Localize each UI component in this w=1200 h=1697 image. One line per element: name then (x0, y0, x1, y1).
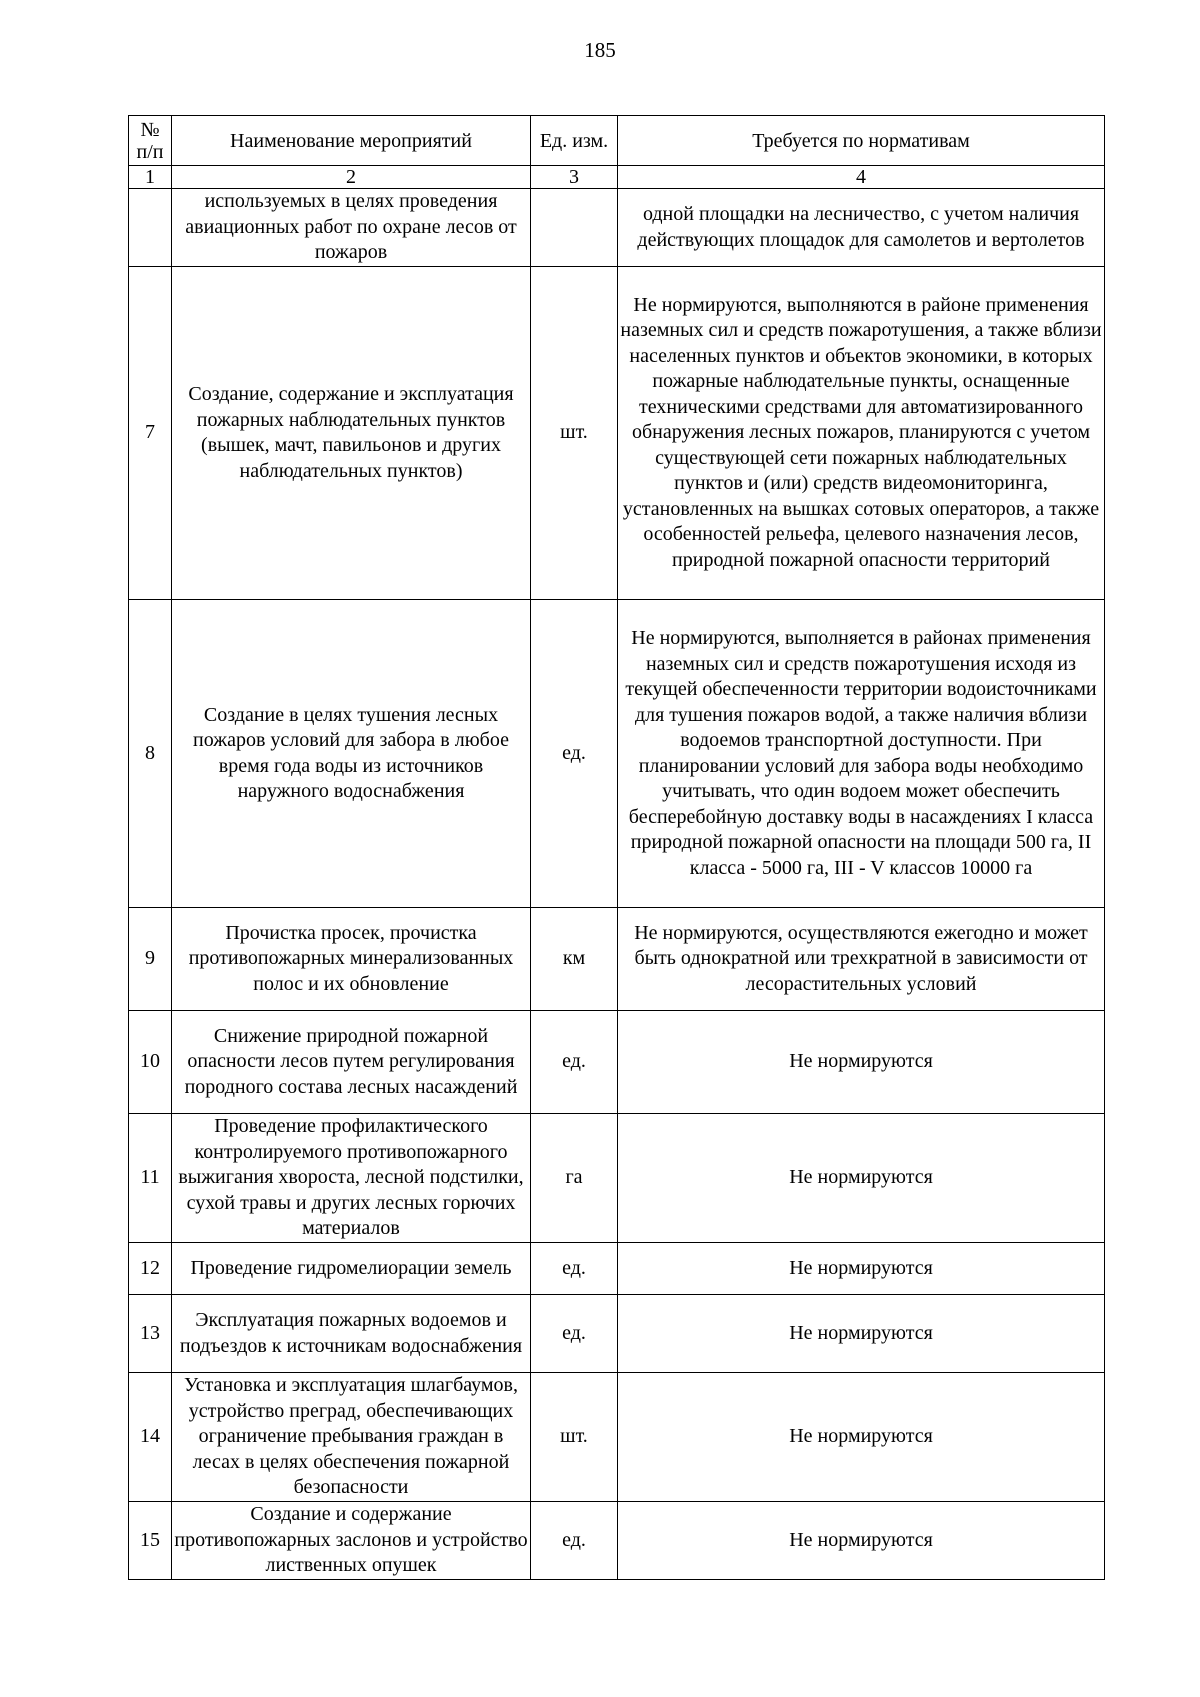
table-row (129, 1243, 1105, 1295)
row-num: 15 (129, 1502, 172, 1580)
header-name: Наименование мероприятий (172, 116, 531, 166)
row-name: используемых в целях проведения авиационных работ по охране лесов от пожаров (172, 189, 531, 267)
row-norm: Не нормируются, осуществляются ежегодно и может быть однократной или трехкратной в зависимости от лесорастительных условий (618, 908, 1105, 1011)
row-unit: ед. (531, 1295, 618, 1373)
row-norm: Не нормируются (618, 1243, 1105, 1295)
row-unit: га (531, 1114, 618, 1243)
table-row (129, 600, 1105, 908)
column-number: 3 (531, 166, 618, 189)
row-num: 14 (129, 1373, 172, 1502)
row-unit: ед. (531, 1502, 618, 1580)
row-unit: шт. (531, 1373, 618, 1502)
row-name: Снижение природной пожарной опасности лесов путем регулирования породного состава лесных насаждений (172, 1011, 531, 1114)
table-row (129, 1114, 1105, 1243)
page-number: 185 (584, 38, 616, 62)
row-num: 12 (129, 1243, 172, 1295)
row-norm: Не нормируются (618, 1502, 1105, 1580)
row-num: 9 (129, 908, 172, 1011)
row-num: 10 (129, 1011, 172, 1114)
header-unit: Ед. изм. (531, 116, 618, 166)
row-name: Установка и эксплуатация шлагбаумов, устройство преград, обеспечивающих ограничение пребывания граждан в лесах в целях обеспечения пожарной безопасности (172, 1373, 531, 1502)
row-num: 11 (129, 1114, 172, 1243)
row-norm: Не нормируются (618, 1114, 1105, 1243)
table-row (129, 189, 1105, 267)
row-name: Создание, содержание и эксплуатация пожарных наблюдательных пунктов (вышек, мачт, павильонов и других наблюдательных пунктов) (172, 267, 531, 600)
row-unit: ед. (531, 600, 618, 908)
row-norm: Не нормируются (618, 1011, 1105, 1114)
row-unit: ед. (531, 1243, 618, 1295)
table-row (129, 1011, 1105, 1114)
row-name: Проведение профилактического контролируемого противопожарного выжигания хвороста, лесной подстилки, сухой травы и других лесных горючих материалов (172, 1114, 531, 1243)
table-row (129, 1373, 1105, 1502)
row-num: 13 (129, 1295, 172, 1373)
row-norm: Не нормируются, выполняется в районах применения наземных сил и средств пожаротушения исходя из текущей обеспеченности территории водоисточниками для тушения пожаров водой, а также наличия вблизи водоемов транспортной доступности. При планировании условий для забора воды необходимо учитывать, что один водоем может обеспечить бесперебойную доставку воды в насаждениях I класса природной пожарной опасности на площади 500 га, II класса - 5000 га, III - V классов 10000 га (618, 600, 1105, 908)
row-num (129, 189, 172, 267)
row-norm: Не нормируются (618, 1373, 1105, 1502)
table-row (129, 908, 1105, 1011)
header-num: № п/п (129, 116, 172, 166)
row-name: Эксплуатация пожарных водоемов и подъездов к источникам водоснабжения (172, 1295, 531, 1373)
column-number-row (129, 166, 1105, 189)
header-norm: Требуется по нормативам (618, 116, 1105, 166)
column-number: 2 (172, 166, 531, 189)
table-row (129, 1502, 1105, 1580)
row-norm: одной площадки на лесничество, с учетом наличия действующих площадок для самолетов и вертолетов (618, 189, 1105, 267)
norms-table (128, 115, 1105, 1580)
row-name: Проведение гидромелиорации земель (172, 1243, 531, 1295)
row-name: Создание в целях тушения лесных пожаров условий для забора в любое время года воды из источников наружного водоснабжения (172, 600, 531, 908)
row-norm: Не нормируются (618, 1295, 1105, 1373)
row-unit (531, 189, 618, 267)
row-num: 8 (129, 600, 172, 908)
row-norm: Не нормируются, выполняются в районе применения наземных сил и средств пожаротушения, а также вблизи населенных пунктов и объектов экономики, в которых пожарные наблюдательные пункты, оснащенные техническими средствами для автоматизированного обнаружения лесных пожаров, планируются с учетом существующей сети пожарных наблюдательных пунктов и (или) средств видеомониторинга, установленных на вышках сотовых операторов, а также особенностей рельефа, целевого назначения лесов, природной пожарной опасности территорий (618, 267, 1105, 600)
table-row (129, 267, 1105, 600)
row-unit: км (531, 908, 618, 1011)
table-row (129, 1295, 1105, 1373)
column-number: 1 (129, 166, 172, 189)
table-header-row (129, 116, 1105, 166)
row-unit: ед. (531, 1011, 618, 1114)
row-name: Создание и содержание противопожарных заслонов и устройство лиственных опушек (172, 1502, 531, 1580)
row-num: 7 (129, 267, 172, 600)
column-number: 4 (618, 166, 1105, 189)
row-unit: шт. (531, 267, 618, 600)
row-name: Прочистка просек, прочистка противопожарных минерализованных полос и их обновление (172, 908, 531, 1011)
